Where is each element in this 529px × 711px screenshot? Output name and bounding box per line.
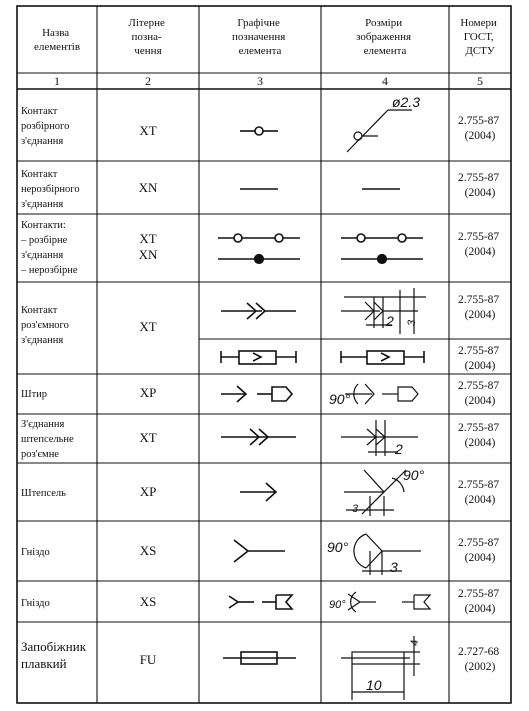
- row-name: Контакт роз'ємного з'єднання: [21, 305, 69, 346]
- plug-contact-symbol: [221, 303, 296, 319]
- row-name: Запобіжник плавкий: [21, 639, 87, 671]
- table-row: [21, 534, 502, 575]
- column-numbers: [54, 74, 483, 88]
- plug-contact-boxed-symbol: [221, 351, 296, 364]
- pin-angle-dimension: 90°: [329, 391, 351, 407]
- row-code: XN: [138, 247, 158, 262]
- row-code: XT: [139, 319, 157, 334]
- table-grid: [17, 6, 511, 703]
- row-gost: 2.755-87 (2004): [457, 588, 500, 615]
- diameter-dimension-label: ø2.3: [392, 94, 421, 110]
- socket-length-dimension: 3: [390, 559, 398, 575]
- row-name: Штир: [21, 389, 48, 400]
- row-code: XT: [139, 231, 157, 246]
- row-code: XP: [139, 385, 157, 400]
- row-name: З'єднання штепсельне роз'ємне: [21, 419, 74, 460]
- socket-dimension-drawing: [354, 534, 421, 575]
- plug-connection-symbol: [221, 429, 296, 445]
- socket-angle-dimension: 90°: [327, 539, 349, 555]
- fuse-length-dimension: 10: [366, 677, 382, 693]
- row-gost: 2.755-87 (2004): [457, 231, 500, 258]
- table-row: [21, 636, 502, 700]
- row-code: XN: [138, 180, 158, 195]
- plug-contact-dimension-2: 2: [386, 313, 394, 329]
- row-code: XT: [139, 123, 157, 138]
- table-row: [21, 588, 502, 615]
- row-gost: 2.755-87 (2004): [457, 172, 500, 199]
- row-code: XS: [139, 543, 157, 558]
- row-code: XT: [139, 430, 157, 445]
- column-number: 3: [257, 74, 263, 88]
- header-dimensions: Розміри зображення елемента: [356, 17, 412, 57]
- column-number: 5: [477, 74, 483, 88]
- table-row: [21, 94, 502, 152]
- row-name: Штепсель: [21, 488, 66, 499]
- row-gost: 2.755-87 (2004): [457, 345, 500, 372]
- row-gost: 2.755-87 (2004): [457, 479, 500, 506]
- table-row: [21, 380, 502, 407]
- row-gost: 2.755-87 (2004): [457, 380, 500, 407]
- fuse-symbol: [223, 652, 296, 664]
- header-graphic: Графічне позначення елемента: [231, 17, 286, 57]
- plug-contact-boxed-dimension-drawing: [341, 351, 424, 364]
- plug-angle-dimension: 90°: [403, 467, 425, 483]
- column-number: 1: [54, 74, 60, 88]
- row-gost: 2.755-87 (2004): [457, 422, 500, 449]
- row-code: FU: [139, 652, 157, 667]
- detachable-contact-dimension-drawing: [347, 110, 412, 152]
- detachable-contact-symbol: [240, 127, 278, 135]
- row-name: Контакт розбірного з'єднання: [21, 106, 70, 147]
- row-gost: 2.755-87 (2004): [457, 294, 500, 321]
- row-gost: 2.755-87 (2004): [457, 115, 500, 142]
- socket-compact-symbol: [229, 595, 292, 609]
- header-code: Літерне позна- чення: [128, 17, 165, 57]
- socket-compact-dimension-drawing: [348, 592, 430, 612]
- header-gost: Номери ГОСТ, ДСТУ: [460, 17, 497, 57]
- plug-contact-dimension-3: 3: [406, 319, 418, 326]
- plug-contact-dimension-drawing: [341, 288, 426, 334]
- pin-symbol: [221, 386, 292, 402]
- row-name: Гніздо: [21, 547, 50, 558]
- row-name: Контакт нерозбірного з'єднання: [21, 169, 80, 210]
- plug-symbol: [240, 483, 276, 501]
- fuse-height-dimension: 4: [409, 639, 421, 646]
- row-code: XS: [139, 594, 157, 609]
- row-code: XP: [139, 484, 157, 499]
- column-number: 2: [145, 74, 151, 88]
- header-name: Назва елементів: [33, 27, 81, 53]
- row-gost: 2.727-68 (2002): [457, 646, 500, 673]
- table-row: [20, 220, 502, 276]
- row-gost: 2.755-87 (2004): [457, 537, 500, 564]
- socket-compact-angle-dimension: 90°: [329, 599, 346, 611]
- plug-length-dimension: 3: [352, 503, 359, 515]
- plug-connection-dimension-drawing: [341, 420, 418, 456]
- socket-symbol: [234, 540, 285, 562]
- table-header: [34, 17, 500, 57]
- table-row: [21, 288, 502, 372]
- table-row: [21, 467, 502, 516]
- row-name: Гніздо: [21, 598, 50, 609]
- column-number: 4: [382, 74, 388, 88]
- contacts-pair-symbol: [218, 234, 300, 263]
- table-row: [21, 419, 502, 460]
- contacts-pair-dimension-drawing: [341, 234, 423, 263]
- row-name: Контакти: – розбірне з'єднання – нерозбірне: [21, 220, 78, 276]
- table-row: [21, 169, 502, 210]
- plug-connection-dimension-2: 2: [395, 441, 403, 457]
- pin-dimension-drawing: [345, 384, 418, 404]
